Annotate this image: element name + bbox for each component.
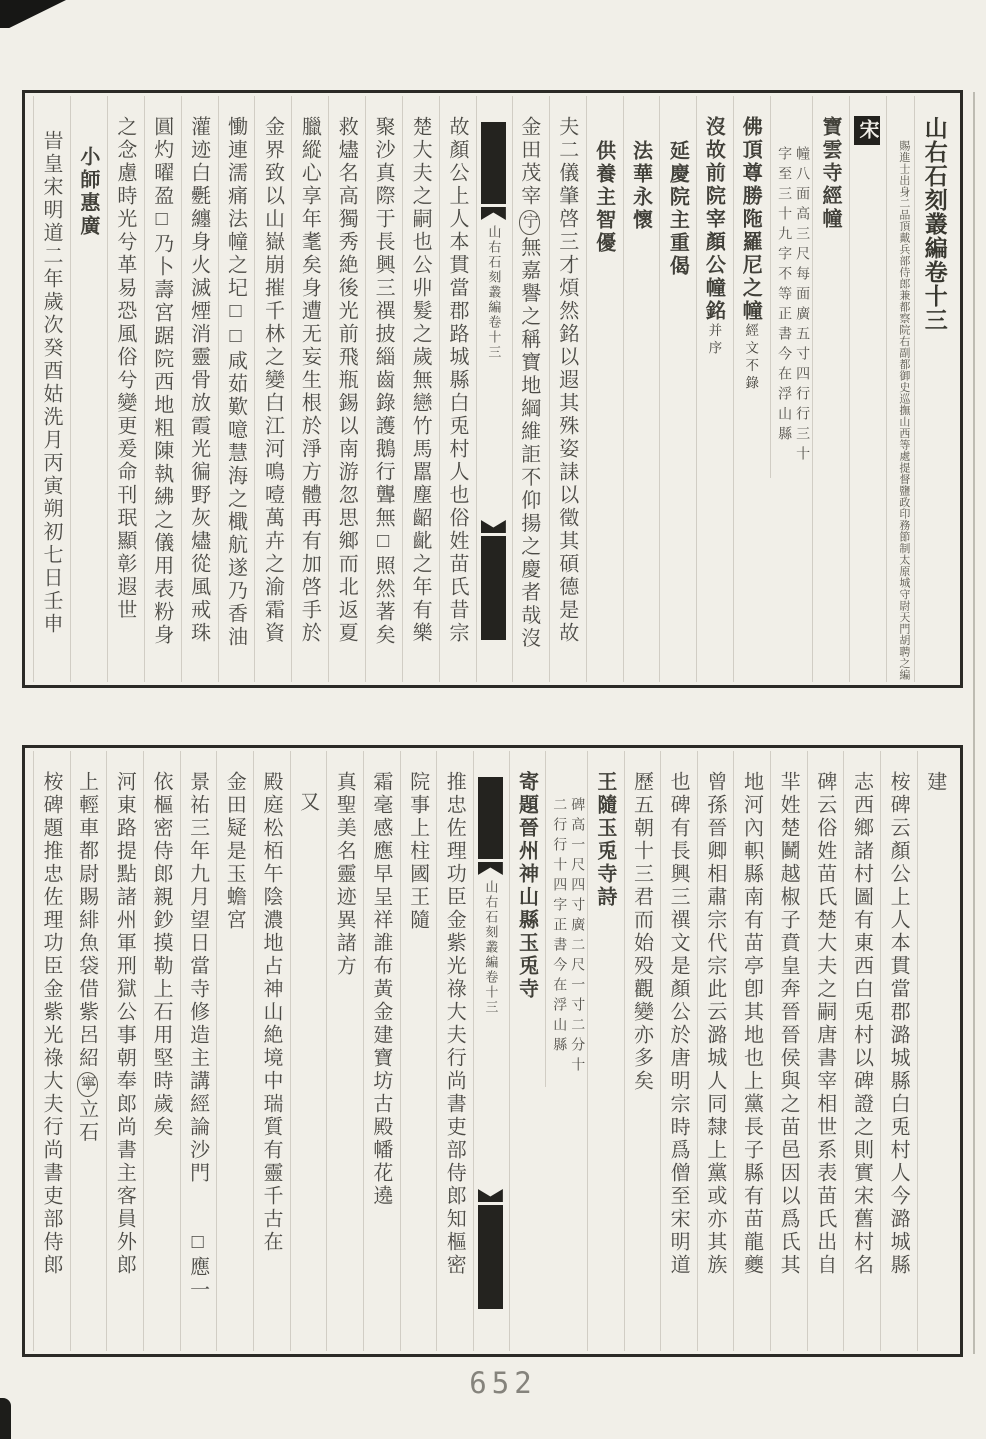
fishtail-ornament-bottom (481, 520, 506, 533)
colophon-line-3 (106, 751, 141, 1351)
entry-size-note (545, 751, 585, 1087)
poem-line-2 (326, 751, 361, 1351)
text-run: 佛頂尊勝陁羅尼之幢 (739, 116, 762, 323)
scan-edge-smudge (0, 1398, 11, 1439)
dynasty-marker (849, 96, 884, 682)
text-run: 聚沙真際于長興三禩披緇齒錄護鵝行聾無□照然著矣 (372, 116, 395, 647)
text-run: 真聖美名靈迹異諸方 (333, 771, 356, 978)
epitaph-text-line-12 (107, 96, 142, 682)
text-run: 桉碑云顏公上人本貫當郡潞城縣白兎村人今潞城縣 (887, 771, 910, 1277)
entry-size-note (770, 96, 810, 478)
epitaph-text-line-9 (218, 96, 253, 682)
text-run: 王隨玉兎寺詩 (593, 771, 616, 909)
text-run: 推忠佐理功臣金紫光祿大夫行尚書吏部侍郎知樞密 (443, 771, 466, 1277)
text-run: 寄題晉州神山縣玉兎寺 (515, 771, 538, 1001)
editor-note-line-4 (770, 751, 805, 1351)
text-run: 經文不錄 (743, 323, 759, 393)
text-run: 立石 (75, 1098, 98, 1145)
epitaph-text-line-11 (144, 96, 179, 682)
editor-note-line-6 (697, 751, 732, 1351)
circled-char: 宁 (519, 210, 540, 235)
text-run: 寶雲寺經幢 (819, 116, 842, 231)
text-run: 救燼名高獨秀絶後光前飛瓶錫以南游忽思鄉而北返夏 (335, 116, 358, 645)
fold-ink-bar-top (478, 777, 503, 859)
epitaph-text-line-5 (365, 96, 400, 682)
epitaph-text-line-6 (328, 96, 363, 682)
text-run: 延慶院主重偈 (666, 140, 689, 278)
text-run: 供養主智優 (592, 140, 615, 255)
offering-master-line (586, 96, 621, 682)
text-run: 沒故前院宰顏公幢銘 (702, 116, 725, 323)
text-run: 旹皇宋明道二年歲次癸酉姑洗月丙寅朔初七日壬申 (40, 130, 62, 636)
temple-head-line (659, 96, 694, 682)
epitaph-text-line-2 (512, 96, 547, 682)
text-run: 碑高一尺四寸廣二尺一寸二分十二行行十四字正書今在浮山縣 (551, 797, 585, 1077)
editor-note-line-5 (733, 751, 768, 1351)
text-run: 上輕車都尉賜緋魚袋借紫呂紹 (75, 771, 98, 1070)
fold-ink-bar-bottom (478, 1205, 503, 1309)
entry-heading-wangsui-poem (587, 751, 622, 1351)
center-fold (473, 751, 507, 1351)
circled-char: 寧 (77, 1072, 98, 1097)
poem-line-1 (363, 751, 398, 1351)
text-run: 幢八面高三尺每面廣五寸四行行三十字至三十九字不等正書今在浮山縣 (776, 146, 810, 466)
text-run: 建 (923, 771, 946, 794)
dynasty-label: 宋 (854, 116, 880, 145)
disciple-line (70, 96, 105, 682)
colophon-line-4 (70, 751, 105, 1351)
compiler-attribution (886, 96, 912, 682)
poem-line-3 (253, 751, 288, 1351)
pillar-title (733, 96, 768, 682)
text-run: 又 (296, 791, 319, 814)
text-run: 志西鄉諸村圖有東西白兎村以碑證之則實宋舊村名 (850, 771, 873, 1277)
fold-ink-bar-top (481, 122, 506, 204)
text-run: 圓灼曜盈□乃卜壽宮踞院西地粗陳執紼之儀用表粉身 (150, 116, 173, 647)
fishtail-ornament-top (481, 207, 506, 220)
text-run: 院事上柱國王隨 (406, 771, 429, 932)
epitaph-text-line-4 (402, 96, 437, 682)
page-number: 652 (469, 1366, 537, 1400)
text-run: 歷五朝十三君而始殁觀變亦多矣 (630, 771, 653, 1093)
scan-corner-smudge (0, 0, 66, 28)
poem-line-4 (216, 751, 251, 1351)
epitaph-text-line-8 (254, 96, 289, 682)
text-run: 桉碑題推忠佐理功臣金紫光祿大夫行尚書吏部侍郎 (40, 771, 62, 1277)
fold-title: 山右石刻叢編卷十三 (483, 880, 499, 1015)
epitaph-text-line-1 (549, 96, 584, 682)
center-fold (476, 96, 510, 682)
fahua-line (623, 96, 658, 682)
text-run: 山右石刻叢編卷十三 (921, 116, 947, 332)
date-line (33, 96, 68, 682)
text-run: 臘縱心享年耄矣身遭无妄生根於淨方體再有加啓手於 (298, 116, 321, 645)
text-run: 無嘉譽之稱寶地綱維詎不仰揚之慶者哉沒 (517, 236, 540, 651)
again-marker (290, 751, 325, 1351)
bottom-columns (25, 748, 960, 1354)
editor-note-line-2 (843, 751, 878, 1351)
continuation-char (917, 751, 952, 1351)
text-run: 地河內軹縣南有苗亭卽其地也上黨長子縣有苗龍夔 (740, 771, 763, 1277)
top-text-block (22, 90, 963, 688)
fold-ink-bar-bottom (481, 536, 506, 640)
top-columns (25, 93, 960, 685)
bottom-text-block (22, 745, 963, 1357)
editor-note-line-3 (807, 751, 842, 1351)
text-run: 法華永懷 (629, 140, 652, 232)
text-run: 霜毫感應早呈祥誰布黃金建寶坊古殿幡花遶 (369, 771, 392, 1208)
text-run: 羋姓楚鬭越椒子賁皇奔晉晉侯與之苗邑因以爲氏其 (777, 771, 800, 1277)
text-run: 之念慮時光兮革易恐風俗兮變更爰命刊珉顯彰遐世 (113, 116, 136, 622)
text-run: 夫二儀肇啓三才煩然銘以遐其殊姿誄以徵其碩德是故 (555, 116, 578, 645)
text-run: 楚大夫之嗣也公丱髮之歲無戀竹馬嚚塵齠齔之年有樂 (409, 116, 432, 645)
editor-note-line-7 (660, 751, 695, 1351)
entry-heading-baoyun-temple-pillar (812, 96, 847, 682)
text-run: 慟連濡痛法幢之圮□□咸茹歎噫慧海之檝航遂乃香油 (224, 116, 247, 649)
text-run: 河東路提點諸州軍刑獄公事朝奉郎尚書主客員外郎 (113, 771, 136, 1277)
epitaph-text-line-3 (439, 96, 474, 682)
fold-title: 山右石刻叢編卷十三 (486, 225, 502, 360)
fishtail-ornament-bottom (478, 1189, 503, 1202)
text-run: 并序 (706, 323, 722, 358)
text-run: 金田茂宰 (517, 116, 540, 208)
epitaph-text-line-7 (291, 96, 326, 682)
text-run: 金界致以山嶽崩摧千林之變白江河鳴噎萬卉之渝霜資 (261, 116, 284, 645)
text-run: 也碑有長興三禩文是顏公於唐明宗時爲僧至宋明道 (667, 771, 690, 1277)
colophon-line-2 (143, 751, 178, 1351)
text-run: 賜進士出身二品頂戴兵部侍郎兼都察院右副都御史巡撫山西等處提督鹽政印務節制太原城守尉天門胡聘之編 (897, 140, 910, 681)
volume-title (914, 96, 952, 682)
epitaph-text-line-10 (181, 96, 216, 682)
page-fold-shadow (973, 92, 975, 1354)
editor-note-line-8 (624, 751, 659, 1351)
text-run: 金田疑是玉蟾宮 (223, 771, 246, 932)
text-run: 依樞密侍郎親鈔摸勒上石用堅時歲矣 (149, 771, 172, 1139)
epitaph-title (696, 96, 731, 682)
text-run: 殿庭松栢午陰濃地占神山絶境中瑞質有靈千古在 (259, 771, 282, 1254)
poem-title (509, 751, 544, 1351)
fishtail-ornament-top (478, 862, 503, 875)
editor-note-line-1 (880, 751, 915, 1351)
text-run: 曾孫晉卿相肅宗代宗此云潞城人同隸上黨或亦其族 (703, 771, 726, 1277)
author-title-line-2 (400, 751, 435, 1351)
text-run: 碑云俗姓苗氏楚大夫之嗣唐書宰相世系表苗氏出自 (813, 771, 836, 1277)
editor-note2-line-1 (33, 751, 68, 1351)
text-run: 小師惠廣 (76, 146, 99, 238)
date-colophon (180, 751, 215, 1351)
text-run: 灌迹白氎纏身火滅煙消靈骨放霞光徧野灰燼從風戒珠 (187, 116, 210, 645)
text-run: 景祐三年九月望日當寺修造主講經論沙門 □應一 (186, 771, 209, 1302)
text-run: 故顏公上人本貫當郡路城縣白兎村人也俗姓苗氏昔宗 (445, 116, 468, 645)
author-title-line-1 (436, 751, 471, 1351)
